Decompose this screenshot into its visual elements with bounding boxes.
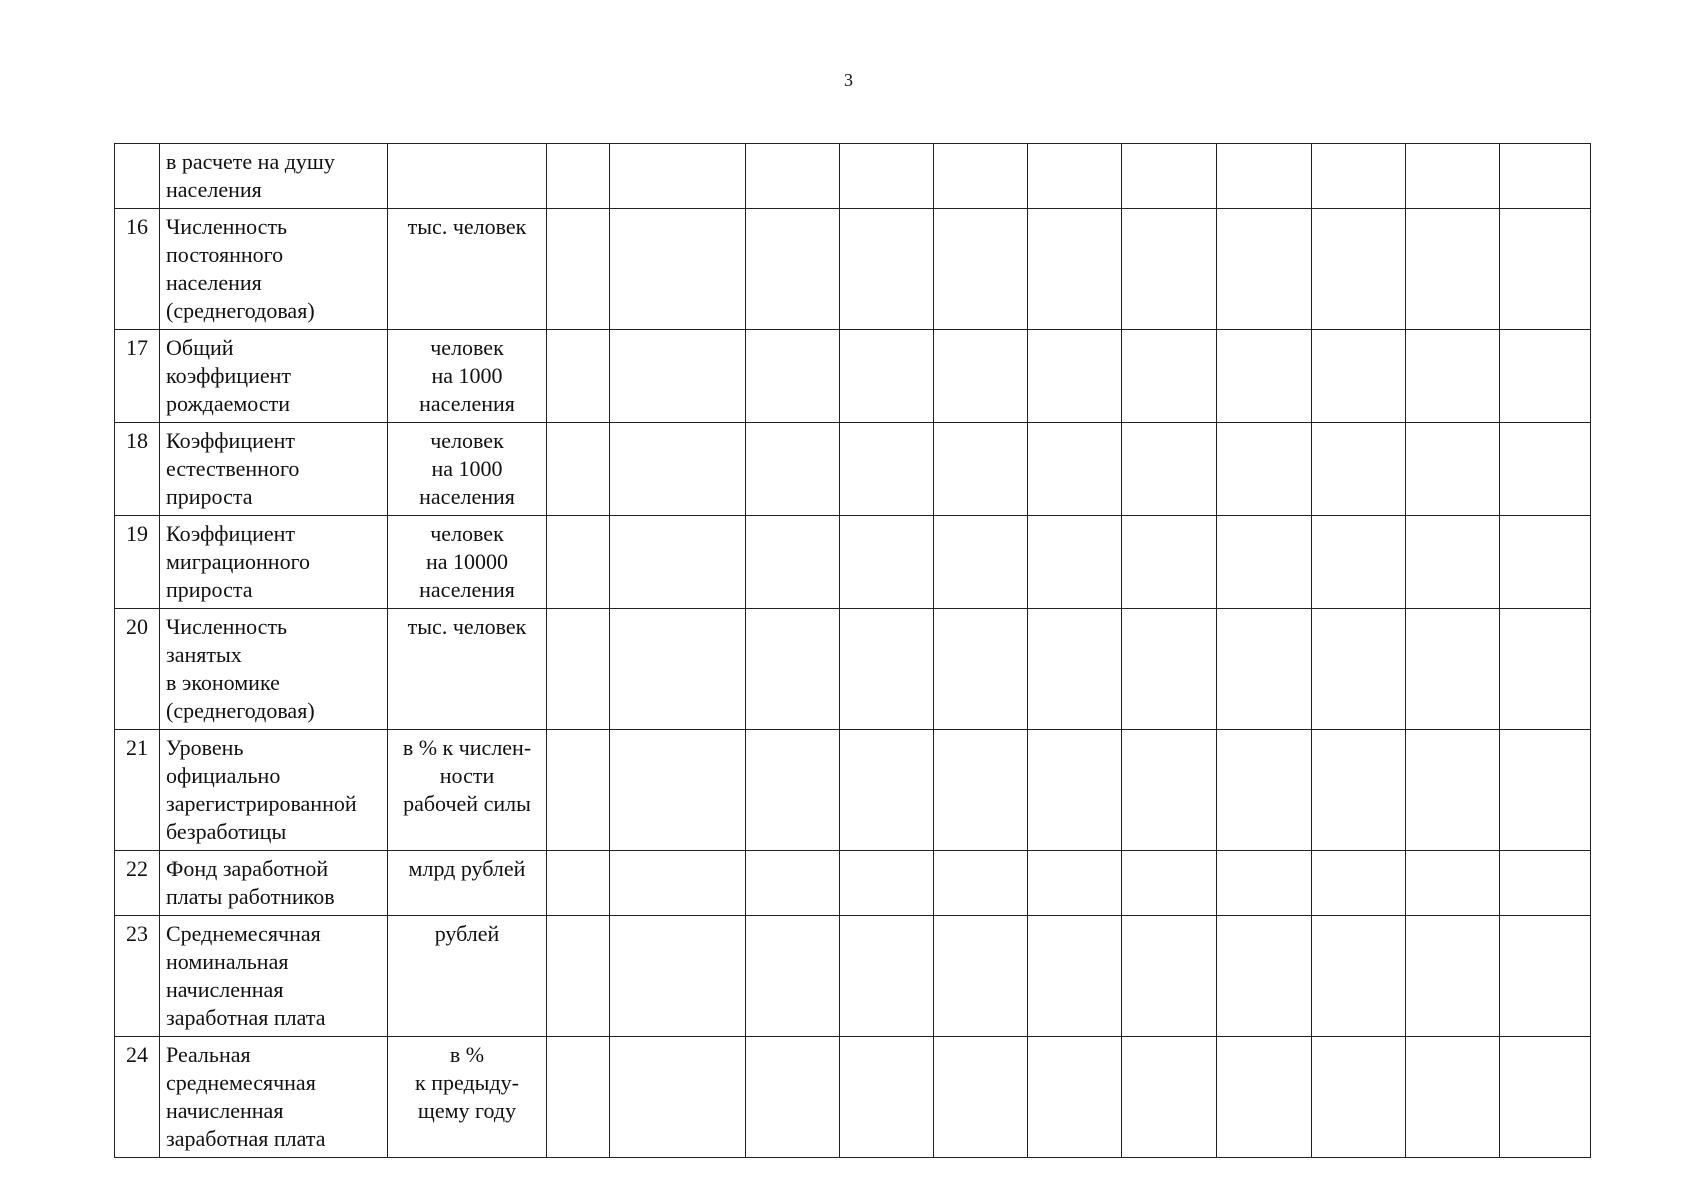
value-cell bbox=[1217, 516, 1312, 609]
row-number-cell: 23 bbox=[115, 916, 160, 1037]
value-cell bbox=[1312, 144, 1406, 209]
value-cell bbox=[547, 423, 610, 516]
value-cell bbox=[1122, 209, 1217, 330]
table-row bbox=[115, 423, 1591, 516]
value-cell bbox=[1217, 730, 1312, 851]
value-cell bbox=[934, 916, 1028, 1037]
row-number-cell: 20 bbox=[115, 609, 160, 730]
value-cell bbox=[610, 916, 746, 1037]
table-row bbox=[115, 851, 1591, 916]
value-cell bbox=[1500, 516, 1591, 609]
value-cell bbox=[1312, 609, 1406, 730]
value-cell bbox=[1028, 916, 1122, 1037]
value-cell bbox=[746, 851, 840, 916]
row-number-cell: 17 bbox=[115, 330, 160, 423]
unit-cell: рублей bbox=[388, 916, 547, 1037]
table-row bbox=[115, 144, 1591, 209]
unit-cell: в % к предыду- щему году bbox=[388, 1037, 547, 1158]
unit-cell: млрд рублей bbox=[388, 851, 547, 916]
value-cell bbox=[1406, 730, 1500, 851]
value-cell bbox=[547, 609, 610, 730]
unit-cell bbox=[388, 144, 547, 209]
value-cell bbox=[840, 730, 934, 851]
value-cell bbox=[1406, 516, 1500, 609]
value-cell bbox=[1217, 1037, 1312, 1158]
value-cell bbox=[746, 423, 840, 516]
row-number-cell bbox=[115, 144, 160, 209]
value-cell bbox=[1500, 609, 1591, 730]
value-cell bbox=[840, 916, 934, 1037]
value-cell bbox=[1500, 851, 1591, 916]
row-number-cell: 24 bbox=[115, 1037, 160, 1158]
value-cell bbox=[934, 730, 1028, 851]
indicator-name-cell: Коэффициент миграционного прироста bbox=[160, 516, 388, 609]
value-cell bbox=[934, 144, 1028, 209]
page-number: 3 bbox=[844, 70, 853, 90]
value-cell bbox=[547, 144, 610, 209]
value-cell bbox=[547, 209, 610, 330]
value-cell bbox=[1500, 730, 1591, 851]
value-cell bbox=[840, 330, 934, 423]
table-row bbox=[115, 330, 1591, 423]
row-number-cell: 16 bbox=[115, 209, 160, 330]
value-cell bbox=[746, 209, 840, 330]
value-cell bbox=[1122, 916, 1217, 1037]
value-cell bbox=[1028, 730, 1122, 851]
value-cell bbox=[1217, 144, 1312, 209]
value-cell bbox=[746, 1037, 840, 1158]
unit-cell: человек на 1000 населения bbox=[388, 423, 547, 516]
value-cell bbox=[746, 330, 840, 423]
indicator-name-cell: Численность постоянного населения (среднегодовая) bbox=[160, 209, 388, 330]
unit-cell: тыс. человек bbox=[388, 209, 547, 330]
value-cell bbox=[840, 209, 934, 330]
value-cell bbox=[746, 516, 840, 609]
value-cell bbox=[1312, 423, 1406, 516]
value-cell bbox=[1312, 916, 1406, 1037]
value-cell bbox=[840, 1037, 934, 1158]
unit-cell: в % к числен- ности рабочей силы bbox=[388, 730, 547, 851]
value-cell bbox=[934, 1037, 1028, 1158]
value-cell bbox=[610, 730, 746, 851]
value-cell bbox=[1122, 516, 1217, 609]
table-body bbox=[115, 144, 1591, 1158]
value-cell bbox=[934, 609, 1028, 730]
table-row bbox=[115, 1037, 1591, 1158]
unit-cell: человек на 10000 населения bbox=[388, 516, 547, 609]
value-cell bbox=[1028, 851, 1122, 916]
value-cell bbox=[610, 423, 746, 516]
indicator-name-cell: Реальная среднемесячная начисленная заработная плата bbox=[160, 1037, 388, 1158]
indicator-name-cell: Уровень официально зарегистрированной безработицы bbox=[160, 730, 388, 851]
unit-cell: тыс. человек bbox=[388, 609, 547, 730]
value-cell bbox=[1028, 423, 1122, 516]
value-cell bbox=[1217, 209, 1312, 330]
value-cell bbox=[934, 330, 1028, 423]
value-cell bbox=[547, 330, 610, 423]
value-cell bbox=[1500, 423, 1591, 516]
value-cell bbox=[547, 916, 610, 1037]
value-cell bbox=[1406, 209, 1500, 330]
value-cell bbox=[840, 851, 934, 916]
value-cell bbox=[1406, 916, 1500, 1037]
indicator-name-cell: Среднемесячная номинальная начисленная заработная плата bbox=[160, 916, 388, 1037]
value-cell bbox=[1028, 1037, 1122, 1158]
value-cell bbox=[746, 730, 840, 851]
indicator-name-cell: Численность занятых в экономике (среднегодовая) bbox=[160, 609, 388, 730]
value-cell bbox=[934, 516, 1028, 609]
indicator-name-cell: Общий коэффициент рождаемости bbox=[160, 330, 388, 423]
indicator-name-cell: Коэффициент естественного прироста bbox=[160, 423, 388, 516]
value-cell bbox=[1312, 1037, 1406, 1158]
value-cell bbox=[1217, 851, 1312, 916]
indicator-name-cell: в расчете на душу населения bbox=[160, 144, 388, 209]
value-cell bbox=[1312, 209, 1406, 330]
value-cell bbox=[547, 516, 610, 609]
value-cell bbox=[1406, 330, 1500, 423]
value-cell bbox=[610, 851, 746, 916]
value-cell bbox=[746, 609, 840, 730]
value-cell bbox=[934, 851, 1028, 916]
row-number-cell: 18 bbox=[115, 423, 160, 516]
value-cell bbox=[1028, 516, 1122, 609]
table-row bbox=[115, 209, 1591, 330]
value-cell bbox=[1406, 851, 1500, 916]
value-cell bbox=[1500, 144, 1591, 209]
value-cell bbox=[1500, 916, 1591, 1037]
value-cell bbox=[840, 516, 934, 609]
value-cell bbox=[1500, 1037, 1591, 1158]
value-cell bbox=[934, 209, 1028, 330]
value-cell bbox=[1406, 609, 1500, 730]
value-cell bbox=[746, 916, 840, 1037]
value-cell bbox=[1406, 1037, 1500, 1158]
table-row bbox=[115, 730, 1591, 851]
value-cell bbox=[1312, 516, 1406, 609]
value-cell bbox=[547, 851, 610, 916]
value-cell bbox=[1217, 609, 1312, 730]
value-cell bbox=[610, 209, 746, 330]
value-cell bbox=[1028, 609, 1122, 730]
value-cell bbox=[610, 1037, 746, 1158]
value-cell bbox=[547, 730, 610, 851]
table-row bbox=[115, 516, 1591, 609]
value-cell bbox=[1312, 730, 1406, 851]
value-cell bbox=[1122, 423, 1217, 516]
row-number-cell: 22 bbox=[115, 851, 160, 916]
value-cell bbox=[1217, 330, 1312, 423]
value-cell bbox=[610, 609, 746, 730]
value-cell bbox=[610, 144, 746, 209]
value-cell bbox=[1028, 330, 1122, 423]
value-cell bbox=[610, 516, 746, 609]
value-cell bbox=[1122, 730, 1217, 851]
value-cell bbox=[1122, 144, 1217, 209]
table-row bbox=[115, 916, 1591, 1037]
value-cell bbox=[746, 144, 840, 209]
indicators-table bbox=[114, 143, 1591, 1158]
value-cell bbox=[1500, 209, 1591, 330]
indicator-name-cell: Фонд заработной платы работников bbox=[160, 851, 388, 916]
value-cell bbox=[1500, 330, 1591, 423]
value-cell bbox=[840, 423, 934, 516]
value-cell bbox=[1028, 209, 1122, 330]
value-cell bbox=[1122, 609, 1217, 730]
value-cell bbox=[1122, 330, 1217, 423]
value-cell bbox=[1217, 916, 1312, 1037]
value-cell bbox=[840, 144, 934, 209]
value-cell bbox=[1217, 423, 1312, 516]
value-cell bbox=[1122, 1037, 1217, 1158]
value-cell bbox=[547, 1037, 610, 1158]
value-cell bbox=[840, 609, 934, 730]
value-cell bbox=[1406, 144, 1500, 209]
row-number-cell: 21 bbox=[115, 730, 160, 851]
unit-cell: человек на 1000 населения bbox=[388, 330, 547, 423]
value-cell bbox=[1406, 423, 1500, 516]
value-cell bbox=[610, 330, 746, 423]
value-cell bbox=[1312, 330, 1406, 423]
value-cell bbox=[1028, 144, 1122, 209]
table-row bbox=[115, 609, 1591, 730]
row-number-cell: 19 bbox=[115, 516, 160, 609]
value-cell bbox=[934, 423, 1028, 516]
value-cell bbox=[1122, 851, 1217, 916]
value-cell bbox=[1312, 851, 1406, 916]
